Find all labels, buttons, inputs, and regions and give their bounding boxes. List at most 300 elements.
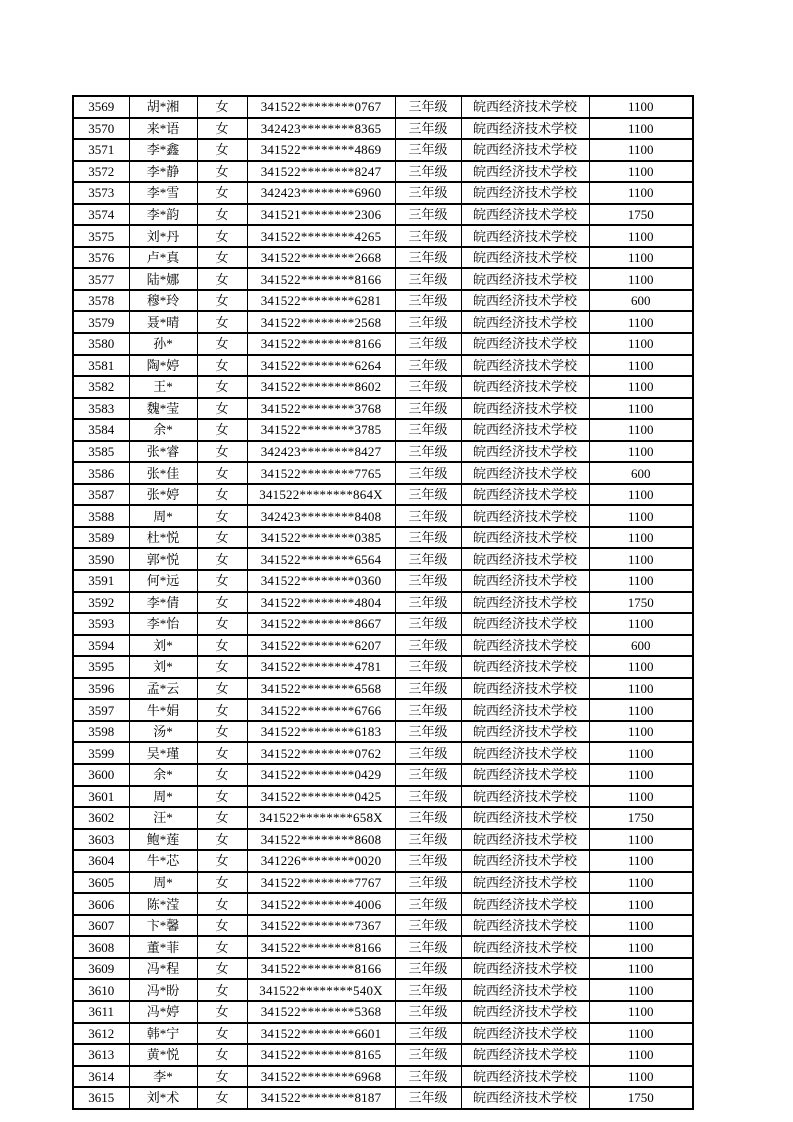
cell-id-number: 341522********0425 bbox=[247, 786, 395, 808]
table-row bbox=[73, 850, 693, 872]
cell-amount: 1750 bbox=[589, 592, 693, 614]
cell-serial-number: 3596 bbox=[73, 678, 129, 700]
cell-id-number: 341522********0429 bbox=[247, 764, 395, 786]
cell-serial-number: 3601 bbox=[73, 786, 129, 808]
cell-gender: 女 bbox=[197, 1001, 247, 1023]
table-row bbox=[73, 333, 693, 355]
cell-school: 皖西经济技术学校 bbox=[461, 1001, 589, 1023]
cell-gender: 女 bbox=[197, 893, 247, 915]
cell-serial-number: 3602 bbox=[73, 807, 129, 829]
cell-school: 皖西经济技术学校 bbox=[461, 721, 589, 743]
cell-amount: 1100 bbox=[589, 721, 693, 743]
cell-gender: 女 bbox=[197, 742, 247, 764]
cell-amount: 1100 bbox=[589, 355, 693, 377]
table-row bbox=[73, 915, 693, 937]
cell-school: 皖西经济技术学校 bbox=[461, 419, 589, 441]
cell-amount: 1100 bbox=[589, 182, 693, 204]
cell-gender: 女 bbox=[197, 850, 247, 872]
table-row bbox=[73, 829, 693, 851]
cell-gender: 女 bbox=[197, 527, 247, 549]
cell-serial-number: 3575 bbox=[73, 225, 129, 247]
cell-amount: 600 bbox=[589, 462, 693, 484]
cell-serial-number: 3582 bbox=[73, 376, 129, 398]
cell-student-name: 刘*丹 bbox=[129, 225, 197, 247]
cell-grade: 三年级 bbox=[395, 355, 461, 377]
cell-amount: 1100 bbox=[589, 225, 693, 247]
cell-school: 皖西经济技术学校 bbox=[461, 958, 589, 980]
cell-gender: 女 bbox=[197, 376, 247, 398]
cell-student-name: 牛*芯 bbox=[129, 850, 197, 872]
cell-id-number: 341522********8247 bbox=[247, 161, 395, 183]
cell-school: 皖西经济技术学校 bbox=[461, 548, 589, 570]
cell-gender: 女 bbox=[197, 268, 247, 290]
cell-serial-number: 3576 bbox=[73, 247, 129, 269]
cell-id-number: 341522********7767 bbox=[247, 872, 395, 894]
cell-grade: 三年级 bbox=[395, 592, 461, 614]
cell-amount: 1100 bbox=[589, 118, 693, 140]
cell-grade: 三年级 bbox=[395, 656, 461, 678]
cell-grade: 三年级 bbox=[395, 290, 461, 312]
table-row bbox=[73, 764, 693, 786]
cell-student-name: 胡*湘 bbox=[129, 96, 197, 118]
cell-id-number: 341522********6766 bbox=[247, 699, 395, 721]
cell-gender: 女 bbox=[197, 355, 247, 377]
cell-student-name: 张*佳 bbox=[129, 462, 197, 484]
cell-id-number: 341522********0360 bbox=[247, 570, 395, 592]
cell-serial-number: 3588 bbox=[73, 505, 129, 527]
cell-grade: 三年级 bbox=[395, 872, 461, 894]
cell-serial-number: 3604 bbox=[73, 850, 129, 872]
cell-id-number: 341522********540X bbox=[247, 979, 395, 1001]
cell-serial-number: 3581 bbox=[73, 355, 129, 377]
cell-school: 皖西经济技术学校 bbox=[461, 1087, 589, 1109]
cell-school: 皖西经济技术学校 bbox=[461, 850, 589, 872]
cell-id-number: 341522********6207 bbox=[247, 635, 395, 657]
cell-amount: 1100 bbox=[589, 333, 693, 355]
cell-serial-number: 3570 bbox=[73, 118, 129, 140]
cell-school: 皖西经济技术学校 bbox=[461, 118, 589, 140]
cell-grade: 三年级 bbox=[395, 613, 461, 635]
cell-amount: 1100 bbox=[589, 872, 693, 894]
cell-grade: 三年级 bbox=[395, 1023, 461, 1045]
cell-school: 皖西经济技术学校 bbox=[461, 311, 589, 333]
cell-serial-number: 3603 bbox=[73, 829, 129, 851]
cell-gender: 女 bbox=[197, 225, 247, 247]
cell-student-name: 刘*术 bbox=[129, 1087, 197, 1109]
cell-gender: 女 bbox=[197, 441, 247, 463]
cell-amount: 1100 bbox=[589, 268, 693, 290]
cell-student-name: 刘* bbox=[129, 656, 197, 678]
cell-amount: 1100 bbox=[589, 1001, 693, 1023]
cell-serial-number: 3578 bbox=[73, 290, 129, 312]
cell-amount: 1100 bbox=[589, 829, 693, 851]
cell-student-name: 李*倩 bbox=[129, 592, 197, 614]
cell-school: 皖西经济技术学校 bbox=[461, 699, 589, 721]
cell-amount: 1100 bbox=[589, 936, 693, 958]
cell-serial-number: 3571 bbox=[73, 139, 129, 161]
table-row bbox=[73, 592, 693, 614]
cell-school: 皖西经济技术学校 bbox=[461, 936, 589, 958]
cell-serial-number: 3593 bbox=[73, 613, 129, 635]
cell-student-name: 冯*盼 bbox=[129, 979, 197, 1001]
cell-gender: 女 bbox=[197, 1023, 247, 1045]
cell-id-number: 341522********8187 bbox=[247, 1087, 395, 1109]
cell-amount: 1750 bbox=[589, 204, 693, 226]
cell-student-name: 冯*程 bbox=[129, 958, 197, 980]
cell-amount: 600 bbox=[589, 290, 693, 312]
cell-id-number: 341522********0767 bbox=[247, 96, 395, 118]
cell-amount: 1100 bbox=[589, 678, 693, 700]
cell-id-number: 341522********8166 bbox=[247, 936, 395, 958]
table-row bbox=[73, 161, 693, 183]
cell-id-number: 341522********8602 bbox=[247, 376, 395, 398]
cell-gender: 女 bbox=[197, 182, 247, 204]
cell-id-number: 341522********8166 bbox=[247, 333, 395, 355]
cell-grade: 三年级 bbox=[395, 678, 461, 700]
cell-student-name: 张*婷 bbox=[129, 484, 197, 506]
cell-school: 皖西经济技术学校 bbox=[461, 204, 589, 226]
table-row bbox=[73, 570, 693, 592]
cell-amount: 1100 bbox=[589, 699, 693, 721]
cell-school: 皖西经济技术学校 bbox=[461, 807, 589, 829]
cell-amount: 1100 bbox=[589, 139, 693, 161]
cell-id-number: 341522********8165 bbox=[247, 1044, 395, 1066]
cell-gender: 女 bbox=[197, 958, 247, 980]
cell-serial-number: 3614 bbox=[73, 1066, 129, 1088]
cell-serial-number: 3579 bbox=[73, 311, 129, 333]
cell-amount: 1100 bbox=[589, 484, 693, 506]
cell-student-name: 鲍*莲 bbox=[129, 829, 197, 851]
cell-school: 皖西经济技术学校 bbox=[461, 139, 589, 161]
cell-id-number: 341522********4869 bbox=[247, 139, 395, 161]
cell-amount: 600 bbox=[589, 635, 693, 657]
cell-gender: 女 bbox=[197, 829, 247, 851]
cell-student-name: 汪* bbox=[129, 807, 197, 829]
cell-grade: 三年级 bbox=[395, 764, 461, 786]
cell-amount: 1100 bbox=[589, 656, 693, 678]
cell-id-number: 341522********4006 bbox=[247, 893, 395, 915]
cell-student-name: 余* bbox=[129, 764, 197, 786]
cell-student-name: 刘* bbox=[129, 635, 197, 657]
cell-grade: 三年级 bbox=[395, 505, 461, 527]
cell-grade: 三年级 bbox=[395, 96, 461, 118]
cell-student-name: 李*静 bbox=[129, 161, 197, 183]
cell-school: 皖西经济技术学校 bbox=[461, 355, 589, 377]
table-row bbox=[73, 656, 693, 678]
cell-grade: 三年级 bbox=[395, 441, 461, 463]
cell-school: 皖西经济技术学校 bbox=[461, 1023, 589, 1045]
cell-amount: 1100 bbox=[589, 527, 693, 549]
table-row bbox=[73, 1001, 693, 1023]
cell-id-number: 341522********4804 bbox=[247, 592, 395, 614]
table-row bbox=[73, 635, 693, 657]
cell-amount: 1100 bbox=[589, 161, 693, 183]
table-row bbox=[73, 958, 693, 980]
table-row bbox=[73, 441, 693, 463]
table-row bbox=[73, 398, 693, 420]
cell-serial-number: 3609 bbox=[73, 958, 129, 980]
table-row bbox=[73, 1023, 693, 1045]
cell-gender: 女 bbox=[197, 1044, 247, 1066]
cell-gender: 女 bbox=[197, 139, 247, 161]
cell-serial-number: 3585 bbox=[73, 441, 129, 463]
cell-id-number: 341522********6601 bbox=[247, 1023, 395, 1045]
cell-id-number: 341522********2668 bbox=[247, 247, 395, 269]
cell-amount: 1750 bbox=[589, 1087, 693, 1109]
cell-student-name: 李*鑫 bbox=[129, 139, 197, 161]
cell-amount: 1100 bbox=[589, 893, 693, 915]
cell-amount: 1100 bbox=[589, 1023, 693, 1045]
cell-serial-number: 3584 bbox=[73, 419, 129, 441]
cell-id-number: 341522********6568 bbox=[247, 678, 395, 700]
cell-school: 皖西经济技术学校 bbox=[461, 613, 589, 635]
cell-id-number: 341521********2306 bbox=[247, 204, 395, 226]
cell-student-name: 魏*莹 bbox=[129, 398, 197, 420]
cell-student-name: 郭*悦 bbox=[129, 548, 197, 570]
cell-gender: 女 bbox=[197, 807, 247, 829]
table-row bbox=[73, 204, 693, 226]
cell-gender: 女 bbox=[197, 462, 247, 484]
table-row bbox=[73, 1066, 693, 1088]
table-row bbox=[73, 376, 693, 398]
cell-amount: 1100 bbox=[589, 850, 693, 872]
table-row bbox=[73, 548, 693, 570]
table-row bbox=[73, 786, 693, 808]
cell-id-number: 341522********2568 bbox=[247, 311, 395, 333]
cell-amount: 1100 bbox=[589, 398, 693, 420]
cell-grade: 三年级 bbox=[395, 161, 461, 183]
cell-grade: 三年级 bbox=[395, 850, 461, 872]
cell-grade: 三年级 bbox=[395, 419, 461, 441]
cell-serial-number: 3612 bbox=[73, 1023, 129, 1045]
cell-serial-number: 3587 bbox=[73, 484, 129, 506]
cell-gender: 女 bbox=[197, 419, 247, 441]
cell-grade: 三年级 bbox=[395, 807, 461, 829]
cell-school: 皖西经济技术学校 bbox=[461, 592, 589, 614]
cell-serial-number: 3613 bbox=[73, 1044, 129, 1066]
cell-amount: 1100 bbox=[589, 979, 693, 1001]
cell-grade: 三年级 bbox=[395, 268, 461, 290]
cell-student-name: 卞*馨 bbox=[129, 915, 197, 937]
cell-serial-number: 3589 bbox=[73, 527, 129, 549]
cell-grade: 三年级 bbox=[395, 376, 461, 398]
cell-school: 皖西经济技术学校 bbox=[461, 979, 589, 1001]
cell-grade: 三年级 bbox=[395, 979, 461, 1001]
cell-amount: 1100 bbox=[589, 764, 693, 786]
cell-student-name: 余* bbox=[129, 419, 197, 441]
table-body bbox=[73, 96, 693, 1109]
cell-gender: 女 bbox=[197, 118, 247, 140]
cell-school: 皖西经济技术学校 bbox=[461, 462, 589, 484]
cell-school: 皖西经济技术学校 bbox=[461, 570, 589, 592]
table-row bbox=[73, 721, 693, 743]
cell-school: 皖西经济技术学校 bbox=[461, 247, 589, 269]
cell-grade: 三年级 bbox=[395, 829, 461, 851]
cell-grade: 三年级 bbox=[395, 1066, 461, 1088]
cell-school: 皖西经济技术学校 bbox=[461, 376, 589, 398]
table-row bbox=[73, 807, 693, 829]
cell-amount: 1100 bbox=[589, 96, 693, 118]
cell-school: 皖西经济技术学校 bbox=[461, 656, 589, 678]
cell-grade: 三年级 bbox=[395, 915, 461, 937]
cell-school: 皖西经济技术学校 bbox=[461, 915, 589, 937]
cell-gender: 女 bbox=[197, 96, 247, 118]
cell-student-name: 黄*悦 bbox=[129, 1044, 197, 1066]
cell-grade: 三年级 bbox=[395, 721, 461, 743]
cell-grade: 三年级 bbox=[395, 182, 461, 204]
cell-serial-number: 3610 bbox=[73, 979, 129, 1001]
cell-id-number: 341522********6281 bbox=[247, 290, 395, 312]
cell-id-number: 341522********658X bbox=[247, 807, 395, 829]
cell-gender: 女 bbox=[197, 290, 247, 312]
cell-school: 皖西经济技术学校 bbox=[461, 678, 589, 700]
cell-grade: 三年级 bbox=[395, 311, 461, 333]
cell-school: 皖西经济技术学校 bbox=[461, 872, 589, 894]
cell-student-name: 陆*娜 bbox=[129, 268, 197, 290]
cell-grade: 三年级 bbox=[395, 462, 461, 484]
cell-gender: 女 bbox=[197, 699, 247, 721]
cell-school: 皖西经济技术学校 bbox=[461, 635, 589, 657]
cell-school: 皖西经济技术学校 bbox=[461, 505, 589, 527]
cell-id-number: 341522********6968 bbox=[247, 1066, 395, 1088]
cell-grade: 三年级 bbox=[395, 893, 461, 915]
cell-school: 皖西经济技术学校 bbox=[461, 742, 589, 764]
cell-grade: 三年级 bbox=[395, 398, 461, 420]
cell-grade: 三年级 bbox=[395, 204, 461, 226]
cell-serial-number: 3592 bbox=[73, 592, 129, 614]
cell-serial-number: 3598 bbox=[73, 721, 129, 743]
cell-serial-number: 3573 bbox=[73, 182, 129, 204]
cell-serial-number: 3594 bbox=[73, 635, 129, 657]
cell-student-name: 周* bbox=[129, 505, 197, 527]
cell-grade: 三年级 bbox=[395, 635, 461, 657]
cell-id-number: 341522********8166 bbox=[247, 268, 395, 290]
cell-student-name: 李* bbox=[129, 1066, 197, 1088]
cell-grade: 三年级 bbox=[395, 786, 461, 808]
table-row bbox=[73, 1044, 693, 1066]
cell-student-name: 牛*娟 bbox=[129, 699, 197, 721]
cell-serial-number: 3608 bbox=[73, 936, 129, 958]
cell-student-name: 杜*悦 bbox=[129, 527, 197, 549]
cell-id-number: 342423********8408 bbox=[247, 505, 395, 527]
cell-grade: 三年级 bbox=[395, 1087, 461, 1109]
cell-gender: 女 bbox=[197, 333, 247, 355]
cell-id-number: 341522********8166 bbox=[247, 958, 395, 980]
student-aid-table bbox=[72, 95, 694, 1110]
cell-gender: 女 bbox=[197, 764, 247, 786]
cell-amount: 1100 bbox=[589, 613, 693, 635]
cell-id-number: 341522********6264 bbox=[247, 355, 395, 377]
cell-student-name: 李*韵 bbox=[129, 204, 197, 226]
cell-student-name: 陈*滢 bbox=[129, 893, 197, 915]
cell-gender: 女 bbox=[197, 635, 247, 657]
cell-serial-number: 3591 bbox=[73, 570, 129, 592]
cell-id-number: 341522********8667 bbox=[247, 613, 395, 635]
cell-school: 皖西经济技术学校 bbox=[461, 96, 589, 118]
cell-school: 皖西经济技术学校 bbox=[461, 333, 589, 355]
cell-id-number: 341522********4265 bbox=[247, 225, 395, 247]
cell-school: 皖西经济技术学校 bbox=[461, 1044, 589, 1066]
cell-amount: 1100 bbox=[589, 311, 693, 333]
cell-student-name: 周* bbox=[129, 872, 197, 894]
cell-id-number: 341226********0020 bbox=[247, 850, 395, 872]
table-row bbox=[73, 979, 693, 1001]
cell-serial-number: 3572 bbox=[73, 161, 129, 183]
cell-id-number: 341522********0385 bbox=[247, 527, 395, 549]
cell-school: 皖西经济技术学校 bbox=[461, 829, 589, 851]
cell-grade: 三年级 bbox=[395, 225, 461, 247]
cell-amount: 1100 bbox=[589, 419, 693, 441]
table-row bbox=[73, 225, 693, 247]
cell-serial-number: 3607 bbox=[73, 915, 129, 937]
table-row bbox=[73, 139, 693, 161]
table-row bbox=[73, 247, 693, 269]
cell-id-number: 342423********8365 bbox=[247, 118, 395, 140]
cell-serial-number: 3597 bbox=[73, 699, 129, 721]
table-row bbox=[73, 355, 693, 377]
cell-gender: 女 bbox=[197, 592, 247, 614]
cell-grade: 三年级 bbox=[395, 118, 461, 140]
cell-id-number: 341522********7367 bbox=[247, 915, 395, 937]
cell-student-name: 董*菲 bbox=[129, 936, 197, 958]
cell-serial-number: 3605 bbox=[73, 872, 129, 894]
table-row bbox=[73, 893, 693, 915]
cell-id-number: 342423********8427 bbox=[247, 441, 395, 463]
cell-amount: 1100 bbox=[589, 1044, 693, 1066]
cell-student-name: 王* bbox=[129, 376, 197, 398]
cell-student-name: 冯*婷 bbox=[129, 1001, 197, 1023]
cell-gender: 女 bbox=[197, 204, 247, 226]
cell-student-name: 李*怡 bbox=[129, 613, 197, 635]
cell-id-number: 342423********6960 bbox=[247, 182, 395, 204]
cell-serial-number: 3583 bbox=[73, 398, 129, 420]
cell-student-name: 穆*玲 bbox=[129, 290, 197, 312]
cell-amount: 1100 bbox=[589, 958, 693, 980]
cell-serial-number: 3606 bbox=[73, 893, 129, 915]
cell-student-name: 陶*婷 bbox=[129, 355, 197, 377]
table-row bbox=[73, 613, 693, 635]
cell-amount: 1100 bbox=[589, 742, 693, 764]
table-row bbox=[73, 678, 693, 700]
cell-serial-number: 3569 bbox=[73, 96, 129, 118]
table-row bbox=[73, 462, 693, 484]
cell-school: 皖西经济技术学校 bbox=[461, 268, 589, 290]
cell-gender: 女 bbox=[197, 1087, 247, 1109]
cell-school: 皖西经济技术学校 bbox=[461, 1066, 589, 1088]
cell-id-number: 341522********0762 bbox=[247, 742, 395, 764]
cell-serial-number: 3574 bbox=[73, 204, 129, 226]
cell-student-name: 来*语 bbox=[129, 118, 197, 140]
cell-student-name: 聂*晴 bbox=[129, 311, 197, 333]
cell-grade: 三年级 bbox=[395, 548, 461, 570]
cell-amount: 1100 bbox=[589, 915, 693, 937]
table-row bbox=[73, 419, 693, 441]
cell-school: 皖西经济技术学校 bbox=[461, 441, 589, 463]
cell-grade: 三年级 bbox=[395, 484, 461, 506]
cell-student-name: 孟*云 bbox=[129, 678, 197, 700]
cell-gender: 女 bbox=[197, 872, 247, 894]
table-row bbox=[73, 527, 693, 549]
cell-id-number: 341522********5368 bbox=[247, 1001, 395, 1023]
cell-gender: 女 bbox=[197, 936, 247, 958]
table-row bbox=[73, 699, 693, 721]
cell-id-number: 341522********4781 bbox=[247, 656, 395, 678]
cell-grade: 三年级 bbox=[395, 247, 461, 269]
cell-serial-number: 3595 bbox=[73, 656, 129, 678]
table-row bbox=[73, 1087, 693, 1109]
table-row bbox=[73, 936, 693, 958]
table-row bbox=[73, 96, 693, 118]
